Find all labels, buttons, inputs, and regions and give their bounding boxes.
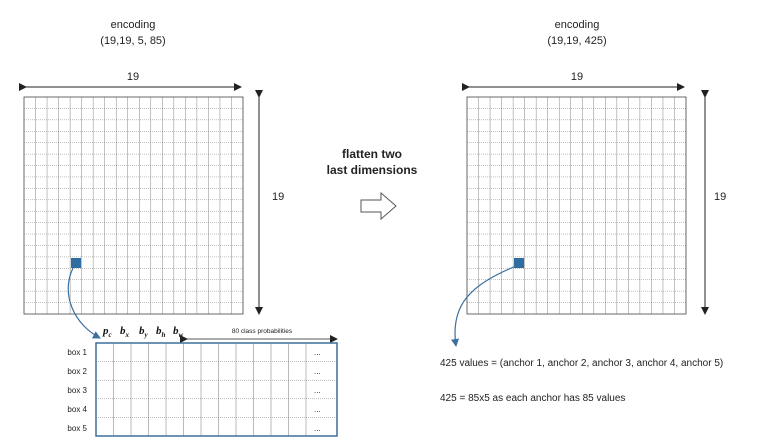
flatten-line1: flatten two	[342, 147, 402, 161]
row-label-box2: box 2	[67, 367, 87, 376]
header-by: $b_y$	[139, 325, 148, 339]
header-bx: $b_x$	[120, 325, 129, 339]
right-height-label: 19	[714, 191, 727, 203]
table-border	[96, 343, 337, 436]
right-grid-border	[467, 97, 686, 314]
class-prob-label: 80 class probabilities	[231, 328, 293, 335]
right-encoding-grid	[467, 97, 686, 314]
left-grid-border	[24, 97, 243, 314]
right-encoding-shape: (19,19, 425)	[547, 35, 607, 47]
right-encoding-title: encoding	[554, 19, 600, 31]
table-ellipses	[314, 348, 321, 433]
left-curve-arrow	[68, 268, 100, 338]
anchor-table	[96, 343, 337, 436]
row-ellipsis-4: ...	[314, 405, 321, 414]
row-ellipsis-5: ...	[314, 424, 321, 433]
right-width-label: 19	[570, 71, 584, 83]
table-header	[102, 325, 337, 339]
row-label-box3: box 3	[67, 386, 87, 395]
row-label-box4: box 4	[67, 405, 87, 414]
row-label-box5: box 5	[67, 424, 87, 433]
flatten-line2: last dimensions	[326, 163, 418, 177]
header-bh: $b_h$	[156, 325, 166, 339]
left-encoding-grid	[24, 97, 243, 314]
flatten-arrow-icon	[361, 193, 396, 219]
note-values: 425 values = (anchor 1, anchor 2, anchor 3, anchor 4, anchor 5)	[440, 358, 724, 369]
left-encoding-title: encoding	[110, 19, 156, 31]
table-row-labels	[67, 348, 87, 433]
header-bw: $b_w$	[173, 325, 184, 339]
row-ellipsis-1: ...	[314, 348, 321, 357]
row-ellipsis-3: ...	[314, 386, 321, 395]
left-width-label: 19	[126, 71, 140, 83]
note-anchors: 425 = 85x5 as each anchor has 85 values	[440, 393, 626, 404]
header-pc: $p_c$	[103, 325, 112, 339]
row-ellipsis-2: ...	[314, 367, 321, 376]
left-encoding-shape: (19,19, 5, 85)	[100, 35, 166, 47]
right-curve-arrow	[455, 266, 516, 346]
row-label-box1: box 1	[67, 348, 87, 357]
left-highlight-cell	[71, 258, 81, 268]
left-height-label: 19	[272, 191, 285, 203]
